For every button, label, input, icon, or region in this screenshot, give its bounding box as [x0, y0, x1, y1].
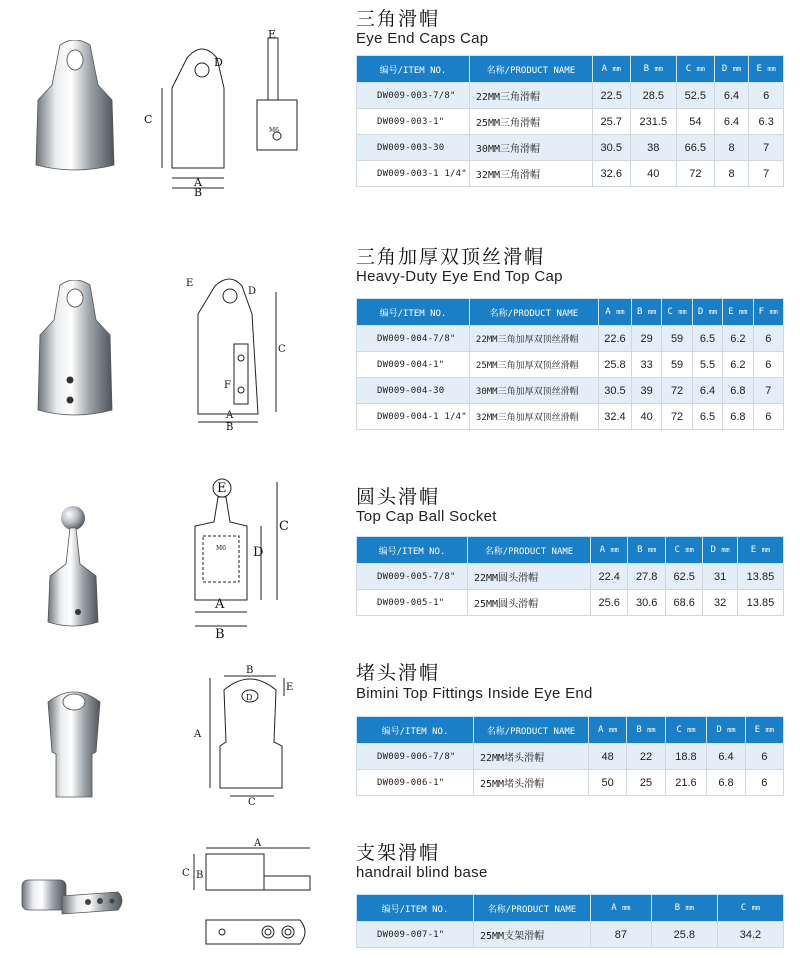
section-title-cn: 堵头滑帽 [356, 662, 441, 684]
section-title-en: handrail blind base [356, 864, 488, 881]
col-header: D mm [692, 299, 722, 326]
heavy-duty-eye-end-photo [30, 280, 120, 420]
col-header: D mm [703, 537, 737, 564]
product-section-heavy-duty-eye-end [0, 236, 800, 436]
table-row: DW009-004-1 1/4" 32MM三角加厚双顶丝滑帽 32.4 40 72 6.5 6.8 6 [357, 404, 784, 430]
table-row: DW009-003-7/8" 22MM三角滑帽 22.5 28.5 52.5 6.4 6 [357, 83, 784, 109]
table-row: DW009-007-1" 25MM支架滑帽 87 25.8 34.2 [357, 922, 784, 948]
col-header: B mm [627, 717, 665, 744]
drawing-label: C [278, 344, 286, 355]
drawing-label: E [286, 682, 294, 693]
eye-end-cap-photo [30, 40, 120, 175]
spec-table [356, 298, 784, 430]
col-header: 名称/PRODUCT NAME [468, 537, 591, 564]
col-header: E mm [749, 56, 784, 83]
col-header: 编号/ITEM NO. [357, 56, 470, 83]
col-header: B mm [630, 56, 676, 83]
drawing-label: B [215, 627, 225, 639]
col-header: 名称/PRODUCT NAME [469, 299, 598, 326]
handrail-blind-base-drawing [160, 836, 320, 956]
drawing-label: B [196, 870, 204, 881]
col-header: 名称/PRODUCT NAME [474, 895, 591, 922]
product-section-ball-socket [0, 474, 800, 644]
ball-socket-photo [38, 504, 108, 629]
col-header: A mm [598, 299, 631, 326]
table-row: DW009-006-1" 25MM堵头滑帽 50 25 21.6 6.8 6 [357, 770, 784, 796]
table-row: DW009-003-30 30MM三角滑帽 30.5 38 66.5 8 7 [357, 135, 784, 161]
drawing-label: M6 [216, 545, 226, 552]
col-header: A mm [591, 537, 628, 564]
drawing-label: D [248, 286, 257, 297]
drawing-label: A [194, 729, 202, 740]
col-header: 编号/ITEM NO. [357, 895, 474, 922]
product-section-inside-eye-end [0, 650, 800, 820]
col-header: B mm [651, 895, 717, 922]
col-header: B mm [628, 537, 665, 564]
section-title-en: Top Cap Ball Socket [356, 508, 497, 525]
drawing-label: B [246, 665, 254, 676]
drawing-label: E [186, 278, 194, 289]
col-header: E mm [723, 299, 753, 326]
table-row: DW009-003-1" 25MM三角滑帽 25.7 231.5 54 6.4 6.3 [357, 109, 784, 135]
col-header: C mm [665, 717, 707, 744]
col-header: E mm [745, 717, 783, 744]
eye-end-cap-drawing [132, 28, 332, 198]
spec-table [356, 536, 784, 616]
heavy-duty-eye-end-drawing [180, 272, 290, 432]
drawing-label: C [182, 868, 190, 879]
col-header: B mm [631, 299, 661, 326]
section-title-cn: 三角加厚双顶丝滑帽 [356, 246, 546, 268]
col-header: C mm [662, 299, 692, 326]
col-header: D mm [707, 717, 745, 744]
handrail-blind-base-photo [18, 870, 128, 930]
drawing-label: A [254, 838, 262, 849]
product-section-handrail-blind-base [0, 830, 800, 958]
drawing-label: A [194, 176, 202, 189]
drawing-label: B [226, 422, 234, 432]
drawing-label: C [144, 113, 153, 126]
drawing-label: E [217, 481, 227, 496]
col-header: 名称/PRODUCT NAME [469, 56, 592, 83]
product-section-eye-end-caps [0, 0, 800, 200]
drawing-label: D [214, 56, 223, 69]
col-header: A mm [589, 717, 627, 744]
table-row: DW009-005-7/8" 22MM圆头滑帽 22.4 27.8 62.5 31 13.85 [357, 564, 784, 590]
col-header: E mm [737, 537, 783, 564]
table-row: DW009-006-7/8" 22MM堵头滑帽 48 22 18.8 6.4 6 [357, 744, 784, 770]
drawing-label: C [248, 797, 256, 807]
col-header: 编号/ITEM NO. [357, 299, 470, 326]
table-row: DW009-004-1" 25MM三角加厚双顶丝滑帽 25.8 33 59 5.5 6.2 6 [357, 352, 784, 378]
drawing-label: C [279, 519, 289, 534]
drawing-label: A [226, 410, 234, 421]
drawing-label: B [194, 186, 203, 198]
col-header: 编号/ITEM NO. [357, 717, 474, 744]
drawing-label: D [253, 545, 264, 560]
section-title-cn: 圆头滑帽 [356, 486, 441, 508]
drawing-label: F [224, 380, 231, 391]
table-row: DW009-004-7/8" 22MM三角加厚双顶丝滑帽 22.6 29 59 6.5 6.2 6 [357, 326, 784, 352]
spec-table [356, 894, 784, 948]
col-header: C mm [717, 895, 783, 922]
table-row: DW009-005-1" 25MM圆头滑帽 25.6 30.6 68.6 32 13.85 [357, 590, 784, 616]
col-header: 编号/ITEM NO. [357, 537, 468, 564]
drawing-label: M6 [269, 127, 279, 134]
spec-table [356, 55, 784, 187]
table-row: DW009-003-1 1/4" 32MM三角滑帽 32.6 40 72 8 7 [357, 161, 784, 187]
section-title-cn: 三角滑帽 [356, 8, 441, 30]
col-header: C mm [665, 537, 702, 564]
col-header: F mm [753, 299, 783, 326]
ball-socket-drawing [185, 474, 295, 639]
col-header: C mm [677, 56, 715, 83]
col-header: 名称/PRODUCT NAME [474, 717, 589, 744]
section-title-cn: 支架滑帽 [356, 842, 441, 864]
inside-eye-end-photo [38, 682, 110, 802]
spec-table [356, 716, 784, 796]
table-row: DW009-004-30 30MM三角加厚双顶丝滑帽 30.5 39 72 6.4 6.8 7 [357, 378, 784, 404]
col-header: D mm [714, 56, 749, 83]
drawing-label: D [246, 693, 253, 702]
col-header: A mm [592, 56, 630, 83]
section-title-en: Bimini Top Fittings Inside Eye End [356, 685, 593, 702]
col-header: A mm [591, 895, 652, 922]
section-title-en: Heavy-Duty Eye End Top Cap [356, 268, 563, 285]
section-title-en: Eye End Caps Cap [356, 30, 489, 47]
inside-eye-end-drawing [190, 662, 300, 807]
drawing-label: E [268, 28, 277, 41]
drawing-label: A [215, 597, 225, 612]
